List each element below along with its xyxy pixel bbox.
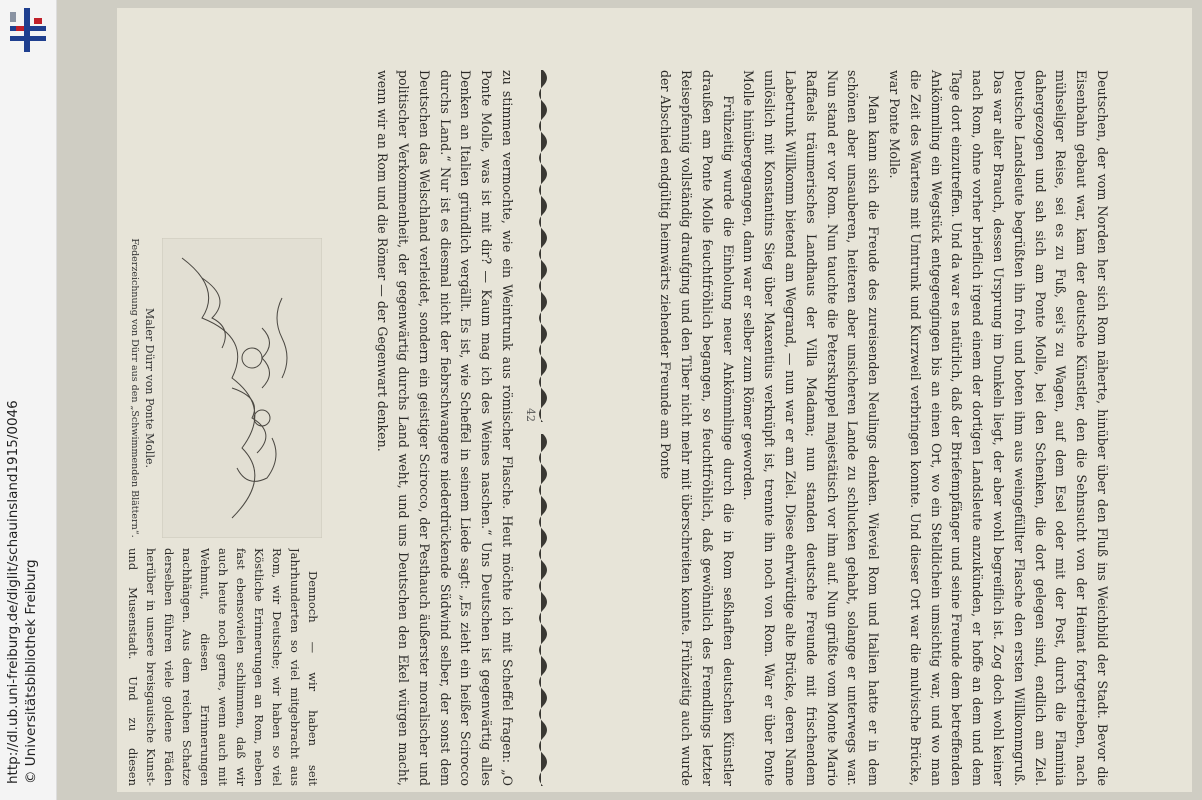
paragraph: zu stimmen vermochte, wie ein Weintrunk aus römischer Flasche. Heut möchte ich mit Scheffel fragen: „O Ponte Molle, was ist mit dir? — Kaum mag ich des Weines naschen.“ Uns Deutschen ist gegenwärtig alles Denken an Italien gründlich vergällt. Es ist, wie Scheffel in seinem Liede sagt: „Es zieht ein heißer Scirocco durchs Land.“ Nur ist es diesmal nicht der fiebrschwangere niederdrückende Südwind selber, der sonst dem Deutschen das Welschland verleidet, sondern ein geistiger Scirocco, der Pesthauch äußerster moralischer und politischer Verkommenheit, der gegenwärtig durchs Land weht, und uns Deutschen den Ekel würgen macht, wenn wir an Rom und die Römer — der Gegenwart denken. bbox=[375, 70, 515, 786]
source-url[interactable]: http://dl.ub.uni-freiburg.de/diglit/schauinsland1915/0046 bbox=[5, 400, 21, 784]
paragraph: Frühzeitig wurde die Einholung neuer Ankömmlinge durch die in Rom seßhaften deutschen Künstler draußen am Ponte Molle feuchtfröhlich begangen, so feuchtfröhlich, daß gewöhnlich des Fremdlings letzter Reisepfennig vollständig draufging und den Tiber nicht mehr mit überschreiten konnte. Frühzeitig auch wurde der Abschied endgültig heimwärts ziehender Freunde am Ponte bbox=[658, 70, 736, 786]
page-number: 42 bbox=[524, 408, 537, 422]
paragraph: Man kann sich die Freude des zureisenden Neulings denken. Wieviel Rom und Italien hatte er in dem schönen aber unsauberen, heiteren aber unsicheren Lande zu schlucken gehabt, solange er unterwegs war. Nun stand er vor Rom. Nun tauchte die Peterskuppel majestätisch vor ihm auf. Nun grüßte vom Monte Mario Raffaels träumerisches Landhaus der Villa Madama; nun standen deutsche Freunde mit frischendem Labetrunk Willkomm bietend am Wegrand, — nun war er am Ziel. Diese ehrwürdige alte Brücke, deren Name unlöslich mit Konstantins Sieg über Maxentius verknüpft ist, trennte ihn noch von Rom. War er über Ponte Molle hinübergegangen, dann war er selber zum Römer geworden. bbox=[741, 70, 882, 786]
copyright-text: © Universitätsbibliothek Freiburg bbox=[23, 559, 39, 784]
figure-caption bbox=[127, 238, 157, 538]
scan-viewport[interactable] bbox=[57, 0, 1202, 800]
figure-illustration bbox=[122, 238, 322, 538]
library-logo-icon bbox=[6, 8, 46, 52]
left-text-column bbox=[654, 70, 1112, 786]
right-text-column-top bbox=[327, 70, 517, 786]
pen-drawing-illustration bbox=[162, 238, 322, 538]
scanned-page bbox=[117, 8, 1192, 792]
figure-caption-subtitle: Federzeichnung von Dürr aus den „Schwimmenden Blättern“. bbox=[129, 238, 140, 538]
paragraph: Dennoch — wir haben seit Jahrhunderten so viel mitgebracht aus Rom, wir Deutsche; wir haben so viel Köstliche Erinnerungen an Rom, neben fast ebensovielen schlimmen, daß wir auch heute noch gerne, wenn auch mit Wehmut, diesen Erinnerungen nachhängen. Aus dem reichen Schatze derselben führen viele goldene Fäden herüber in unsere breisgauische Kunst- und Musenstadt. Und zu diesen bbox=[126, 548, 320, 786]
decorative-ornament-divider bbox=[534, 70, 552, 786]
source-label bbox=[4, 364, 40, 784]
right-text-column-bottom-left bbox=[122, 70, 322, 230]
page-content-rotated bbox=[117, 8, 1192, 792]
figure-caption-title: Maler Dürr von Ponte Molle. bbox=[143, 308, 156, 468]
paragraph: Deutschen, der vom Norden her sich Rom näherte, hinüber über den Fluß ins Weichbild der Stadt. Bevor die Eisenbahn gebaut war, kam der deutsche Künstler, den die Sehnsucht von der Heimat fortgetrieben, nach mühseliger Reise, sei es zu Fuß, sei's zu Wagen, auf dem Esel oder mit der Post, durch die Flaminia dahergezogen und sah sich am Ponte Molle, bei den Schenken, die dort gelegen sind, endlich am Ziel. Deutsche Landsleute begrüßten ihn froh und boten ihm aus weingefüllter Flasche den ersten Willkommgruß. Das war alter Brauch, dessen Ursprung im Dunkeln liegt, der aber wohl begreiflich ist. Zog doch wohl keiner nach Rom, ohne vorher brieflich irgend einem der dortigen Landsleute anzukünden, er hoffe an dem und dem Tage dort einzutreffen. Und da war es natürlich, daß der Briefempfänger und seine Freunde dem betreffenden Ankömmling ein Wegstück entgegengingen bis an einen Ort, wo ein Stelldichein umsichtig war, und wo man die Zeit des Wartens mit Umtrunk und Kurzweil verbringen konnte. Und dieser Ort war die mulvische Brücke, war Ponte Molle. bbox=[887, 70, 1110, 786]
viewer-sidebar bbox=[0, 0, 57, 800]
right-text-column-bottom bbox=[122, 548, 322, 786]
